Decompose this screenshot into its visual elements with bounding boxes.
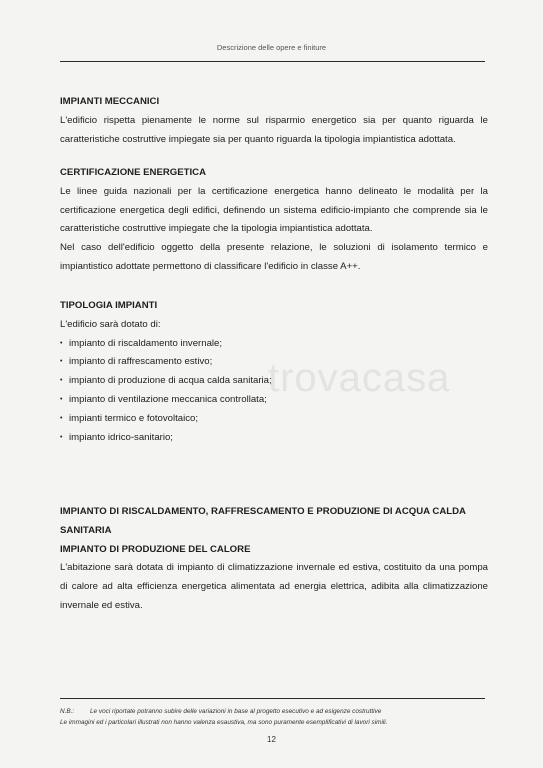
section-heading: CERTIFICAZIONE ENERGETICA (60, 167, 207, 178)
section-intro: L'edificio sarà dotato di: (60, 318, 161, 330)
list-item: • impianti termico e fotovoltaico; (60, 410, 488, 429)
list-item: • impianto di riscaldamento invernale; (60, 335, 488, 354)
impianti-list (60, 335, 488, 448)
section-heading: TIPOLOGIA IMPIANTI (60, 300, 158, 311)
section-certificazione-energetica (60, 164, 488, 277)
footnote-line-1 (60, 706, 490, 717)
header-rule (60, 61, 485, 62)
section-heading: IMPIANTI MECCANICI (60, 96, 160, 107)
section-impianto-riscaldamento (60, 503, 488, 616)
footer-rule (60, 698, 485, 699)
section-paragraph: Nel caso dell'edificio oggetto della presente relazione, le soluzioni di isolamento termico e impiantistico adottate permettono di classificare l'edificio in classe A++. (60, 242, 488, 272)
footnote-line-2: Le immagini ed i particolari illustrati non hanno valenza esaustiva, ma sono puramente esemplificativi di lavori simili. (60, 719, 388, 726)
section-impianti-meccanici (60, 93, 488, 149)
footnote-text: Le voci riportate potranno subire delle variazioni in base al progetto esecutivo e ad esigenze costruttive (90, 708, 382, 715)
list-item: • impianto di ventilazione meccanica controllata; (60, 391, 488, 410)
section-paragraph: L'edificio rispetta pienamente le norme sul risparmio energetico sia per quanto riguarda le caratteristiche costruttive impiegate sia per quanto riguarda la tipologia impiantistica adottata. (60, 114, 488, 145)
page-header-title: Descrizione delle opere e finiture (216, 43, 327, 52)
list-item: • impianto di produzione di acqua calda sanitaria; (60, 372, 488, 391)
section-paragraph: Le linee guida nazionali per la certificazione energetica hanno delineato le modalità per la certificazione energetica degli edifici, definendo un sistema edificio-impianto che comprende sia le caratteristiche costruttive impiegate che la tipologia impiantistica adottata. (60, 185, 488, 235)
footnote-nb-label: N.B.: (60, 708, 75, 715)
watermark: trovacasa (268, 356, 451, 400)
section-heading: IMPIANTO DI RISCALDAMENTO, RAFFRESCAMENTO E PRODUZIONE DI ACQUA CALDA SANITARIA (60, 506, 466, 536)
section-tipologia-impianti (60, 297, 488, 447)
list-item: • impianto di raffrescamento estivo; (60, 353, 488, 372)
page-number: 12 (267, 735, 276, 744)
section-subheading: IMPIANTO DI PRODUZIONE DEL CALORE (60, 543, 251, 555)
section-paragraph: L'abitazione sarà dotata di impianto di climatizzazione invernale ed estiva, costituito da una pompa di calore ad alta efficienza energetica alimentata ad energia elettrica, adibita alla climatizzazione invernale ed estiva. (60, 562, 488, 611)
list-item: • impianto idrico-sanitario; (60, 429, 488, 448)
